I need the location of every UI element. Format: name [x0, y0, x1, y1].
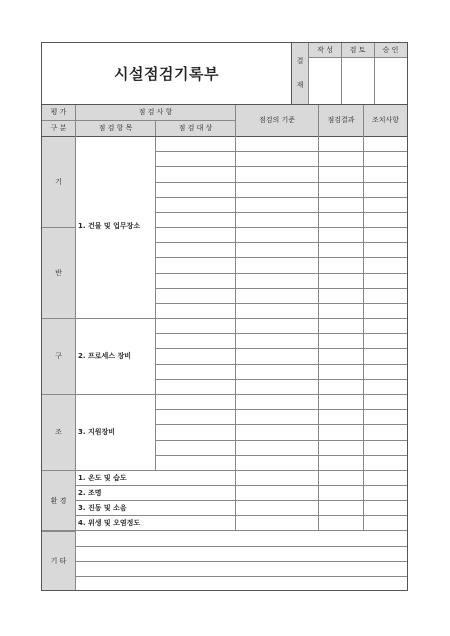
- row-line: [155, 333, 407, 334]
- approval-label-top: 결: [296, 56, 304, 65]
- row-line: [75, 485, 407, 486]
- item-env-temperature: 1. 온도 및 습도: [78, 474, 127, 482]
- item-building: 1. 건물 및 업무장소: [78, 222, 141, 230]
- divider: [42, 470, 75, 471]
- divider: [42, 318, 75, 319]
- row-line: [75, 515, 407, 516]
- row-line: [155, 379, 407, 380]
- signature-approver-box[interactable]: [375, 58, 407, 104]
- divider: [42, 136, 407, 137]
- row-line: [75, 394, 407, 395]
- row-line: [155, 273, 407, 274]
- category-etc: 기 타: [50, 556, 67, 565]
- item-env-hygiene: 4. 위생 및 오염정도: [78, 519, 141, 527]
- row-line: [155, 424, 407, 425]
- row-line: [155, 227, 407, 228]
- row-line: [155, 242, 407, 243]
- row-line: [155, 440, 407, 441]
- header-result: 점검결과: [327, 116, 355, 124]
- row-line: [42, 530, 407, 531]
- header-category: 구 분: [50, 124, 67, 132]
- page-title: 시설점검기록부: [114, 65, 219, 83]
- header-criteria: 점검의 기준: [258, 116, 296, 124]
- header-eval: 평 가: [50, 108, 67, 116]
- approval-label-bottom: 재: [296, 80, 304, 89]
- divider: [42, 394, 75, 395]
- category-env: 환 경: [50, 496, 67, 505]
- row-line: [75, 500, 407, 501]
- signature-reviewer-box[interactable]: [342, 58, 374, 104]
- row-line: [155, 182, 407, 183]
- category-ban: 반: [55, 268, 62, 277]
- header-target: 점 검 대 상: [178, 124, 213, 132]
- row-line: [155, 166, 407, 167]
- row-line: [155, 212, 407, 213]
- row-line: [75, 561, 407, 562]
- category-jo: 조: [55, 428, 62, 436]
- row-line: [75, 318, 407, 319]
- row-line: [155, 151, 407, 152]
- divider: [42, 227, 75, 228]
- divider: [155, 120, 156, 136]
- row-line: [155, 197, 407, 198]
- row-line: [155, 288, 407, 289]
- row-line: [155, 364, 407, 365]
- row-line: [155, 257, 407, 258]
- divider: [42, 531, 75, 532]
- approval-header-approver: 승 인: [382, 45, 399, 54]
- row-line: [155, 348, 407, 349]
- header-item: 점 검 항 목: [98, 124, 133, 132]
- item-process: 2. 프로세스 장비: [78, 352, 131, 360]
- row-line: [155, 455, 407, 456]
- header-action: 조치사항: [371, 116, 400, 124]
- inspection-form: [41, 42, 408, 591]
- row-line: [155, 303, 407, 304]
- divider: [75, 105, 76, 590]
- item-support: 3. 지원장비: [78, 428, 116, 436]
- row-line: [75, 576, 407, 577]
- divider: [42, 120, 235, 121]
- approval-label-cell: [292, 43, 308, 104]
- item-env-vibration: 3. 진동 및 소음: [78, 504, 127, 512]
- category-gu: 구: [55, 352, 62, 360]
- header-inspection: 점 검 사 항: [138, 108, 173, 116]
- approval-header-writer: 작 성: [317, 45, 333, 54]
- signature-writer-box[interactable]: [309, 58, 341, 104]
- item-env-lighting: 2. 조명: [78, 489, 102, 497]
- approval-header-reviewer: 검 토: [349, 45, 366, 54]
- category-ki: 기: [55, 177, 62, 186]
- row-line: [155, 409, 407, 410]
- row-line: [75, 546, 407, 547]
- row-line: [75, 470, 407, 471]
